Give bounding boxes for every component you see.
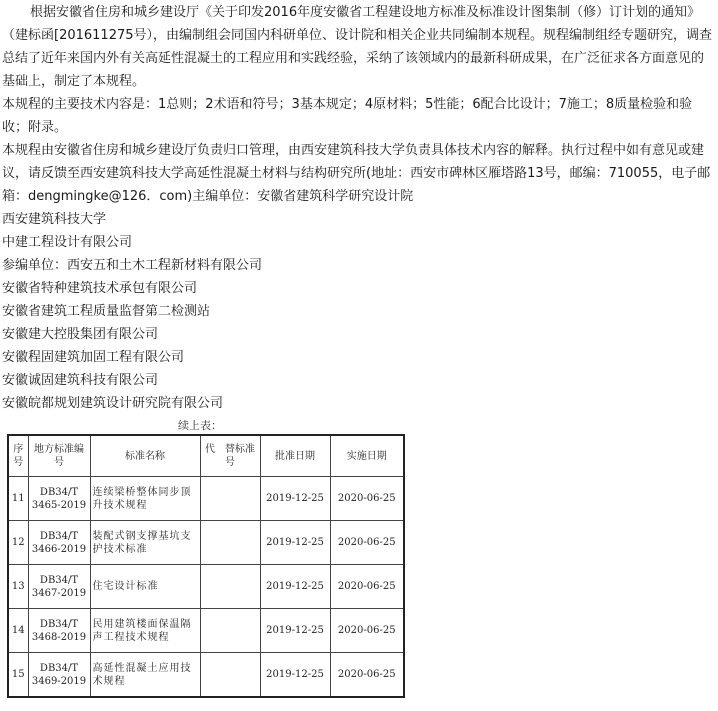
org-line: 安徽诚固建筑科技有限公司 xyxy=(2,373,159,388)
code-prefix: DB34/T xyxy=(39,618,79,630)
cell-seq: 12 xyxy=(8,521,28,565)
code-prefix: DB34/T xyxy=(39,486,79,498)
cell-approve: 2019-12-25 xyxy=(260,521,330,565)
header-name: 标准名称 xyxy=(90,435,200,477)
code-number: 3466-2019 xyxy=(31,543,87,555)
cell-name: 民用建筑楼面保温隔声工程技术规程 xyxy=(90,609,200,653)
org-line: 安徽程固建筑加固工程有限公司 xyxy=(2,350,185,365)
org-line: 西安建筑科技大学 xyxy=(2,212,107,227)
cell-replace xyxy=(200,521,260,565)
cell-name: 高延性混凝土应用技术规程 xyxy=(90,653,200,698)
cell-replace xyxy=(200,653,260,698)
cell-name: 装配式钢支撑基坑支护技术标准 xyxy=(90,521,200,565)
org-line: 安徽省建筑工程质量监督第二检测站 xyxy=(2,304,211,319)
cell-approve: 2019-12-25 xyxy=(260,609,330,653)
cell-code xyxy=(28,521,90,565)
code-number: 3467-2019 xyxy=(31,587,87,599)
header-code: 地方标准编 号 xyxy=(28,435,90,477)
cell-implement: 2020-06-25 xyxy=(330,609,404,653)
cell-replace xyxy=(200,565,260,609)
cell-replace xyxy=(200,609,260,653)
table-row xyxy=(8,609,404,653)
cell-implement: 2020-06-25 xyxy=(330,477,404,521)
cell-code xyxy=(28,477,90,521)
management-paragraph: 本规程由安徽省住房和城乡建设厅负责归口管理，由西安建筑科技大学负责具体技术内容的解释。执行过程中如有意见或建议，请反馈至西安建筑科技大学高延性混凝土材料与结构研究所(地址：西安市碑林区雁塔路13号，邮编：710055，电子邮箱：dengmingke@126．com)主编单位：安徽省建筑科学研究设计院 xyxy=(2,143,711,204)
cell-approve: 2019-12-25 xyxy=(260,653,330,698)
cell-replace xyxy=(200,477,260,521)
header-replace: 代 替标准号 xyxy=(200,435,260,477)
cell-implement: 2020-06-25 xyxy=(330,653,404,698)
table-row xyxy=(8,565,404,609)
table-row xyxy=(8,477,404,521)
document-body xyxy=(0,1,716,415)
code-prefix: DB34/T xyxy=(39,662,79,674)
cell-name: 连续梁桥整体同步顶升技术规程 xyxy=(90,477,200,521)
code-number: 3468-2019 xyxy=(31,631,87,643)
table-caption: 续上表： xyxy=(178,419,222,432)
code-prefix: DB34/T xyxy=(39,574,79,586)
code-number: 3469-2019 xyxy=(31,675,87,687)
header-implement: 实施日期 xyxy=(330,435,404,477)
contents-paragraph: 本规程的主要技术内容是：1总则；2术语和符号；3基本规定；4原材料；5性能；6配合比设计；7施工；8质量检验和验收；附录。 xyxy=(2,97,693,135)
org-line: 安徽建大控股集团有限公司 xyxy=(2,327,159,342)
cell-code xyxy=(28,609,90,653)
cell-approve: 2019-12-25 xyxy=(260,565,330,609)
cell-code xyxy=(28,653,90,698)
table-header-row xyxy=(8,435,404,477)
code-number: 3465-2019 xyxy=(31,499,87,511)
header-seq: 序号 xyxy=(8,435,28,477)
org-line: 参编单位：西安五和土木工程新材料有限公司 xyxy=(2,258,263,273)
cell-seq: 11 xyxy=(8,477,28,521)
org-line: 安徽皖都规划建筑设计研究院有限公司 xyxy=(2,396,224,411)
cell-code xyxy=(28,565,90,609)
cell-approve: 2019-12-25 xyxy=(260,477,330,521)
header-approve: 批准日期 xyxy=(260,435,330,477)
org-line: 安徽省特种建筑技术承包有限公司 xyxy=(2,281,198,296)
org-line: 中建工程设计有限公司 xyxy=(2,235,133,250)
table-row xyxy=(8,521,404,565)
table-row xyxy=(8,653,404,698)
cell-implement: 2020-06-25 xyxy=(330,565,404,609)
standards-table xyxy=(7,434,405,698)
cell-seq: 15 xyxy=(8,653,28,698)
cell-seq: 14 xyxy=(8,609,28,653)
cell-name: 住宅设计标准 xyxy=(90,565,200,609)
cell-implement: 2020-06-25 xyxy=(330,521,404,565)
code-prefix: DB34/T xyxy=(39,530,79,542)
intro-paragraph: 根据安徽省住房和城乡建设厅《关于印发2016年度安徽省工程建设地方标准及标准设计图集制（修）订计划的通知》（建标函[201611275号），由编制组会同国内科研单位、设计院和相关企业共同编制本规程。规程编制组经专题研究，调查总结了近年来国内外有关高延性混凝土的工程应用和实践经验，采纳了该领域内的最新科研成果，在广泛征求各方面意见的基础上，制定了本规程。 xyxy=(2,5,713,89)
cell-seq: 13 xyxy=(8,565,28,609)
